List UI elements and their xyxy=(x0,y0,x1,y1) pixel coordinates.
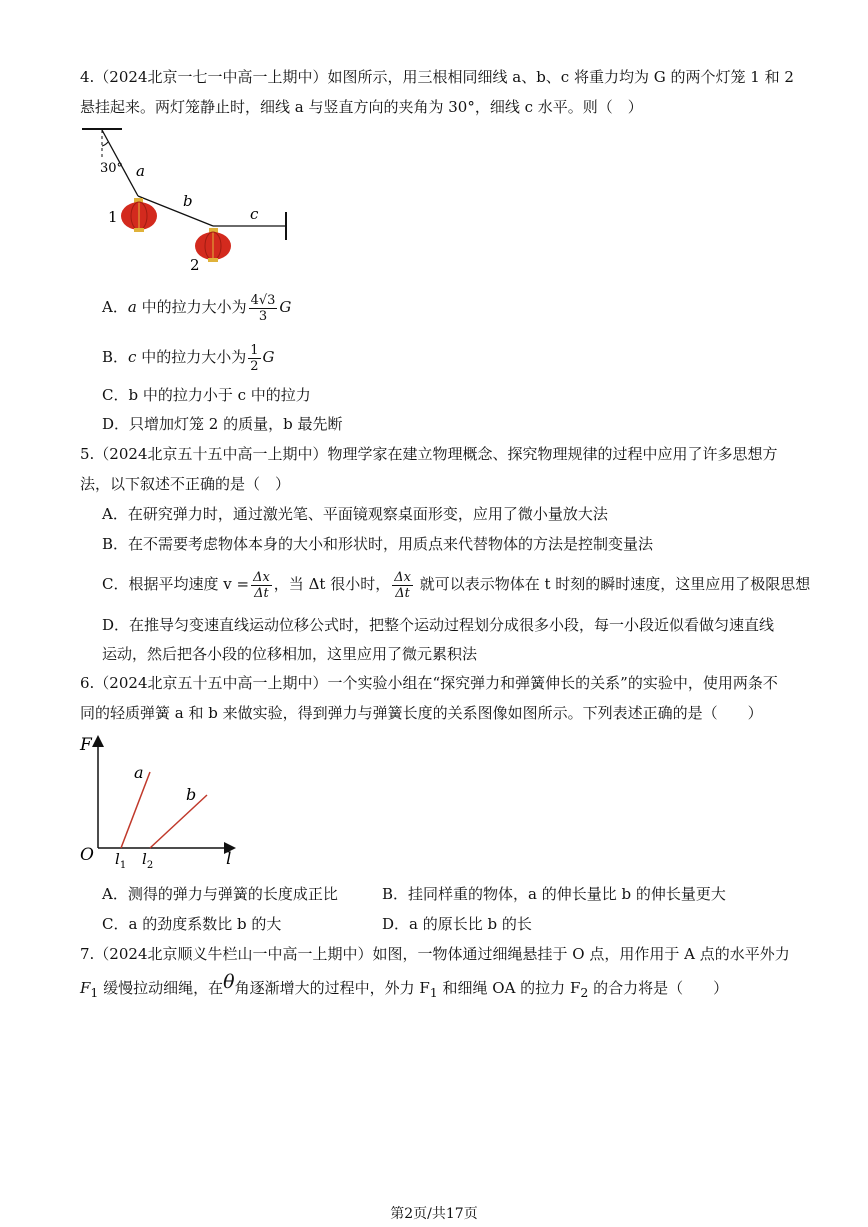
q7-stem-line1: 7.（2024北京顺义牛栏山一中高一上期中）如图，一物体通过细绳悬挂于 O 点，用作用于 A 点的水平外力 xyxy=(80,945,790,963)
line-a xyxy=(121,772,150,848)
q5-stem-line2: 法，以下叙述不正确的是（ ） xyxy=(80,475,291,493)
q4-stem-line2: 悬挂起来。两灯笼静止时，细线 a 与竖直方向的夹角为 30°，细线 c 水平。则（ ） xyxy=(80,98,643,116)
string-b-label: b xyxy=(183,192,193,210)
x-axis-label: l xyxy=(226,849,232,869)
origin-label: O xyxy=(80,845,94,865)
page-footer: 第2页/共17页 xyxy=(390,1206,478,1222)
line-b xyxy=(150,795,207,848)
q5-option-a: A．在研究弹力时，通过激光笔、平面镜观察桌面形变，应用了微小量放大法 xyxy=(102,505,608,523)
line-b-label: b xyxy=(186,785,197,804)
q5-option-c: C．根据平均速度 v = $\frac{\Delta x}{\Delta t}$ ，当 Δt 很小时， $\frac{\Delta x}{\Delta t}$ 就可以表示物体在 t 时刻的瞬时速度，这里应用了极限思想 xyxy=(102,569,811,601)
q4-option-c: C．b 中的拉力小于 c 中的拉力 xyxy=(102,386,311,404)
q4-stem-line1: 4.（2024北京一七一中高一上期中）如图所示，用三根相同细线 a、b、c 将重力均为 G 的两个灯笼 1 和 2 xyxy=(80,68,794,86)
q5-option-b: B．在不需要考虑物体本身的大小和形状时，用质点来代替物体的方法是控制变量法 xyxy=(102,535,654,553)
l1-tick-label: $l_1$ xyxy=(115,850,127,871)
q4-option-d: D．只增加灯笼 2 的质量，b 最先断 xyxy=(102,415,343,433)
q7-stem-line2: $F_1$ 缓慢拉动细绳，在θ角逐渐增大的过程中，外力 $F_1$ 和细绳 OA 的拉力 $F_2$ 的合力将是（ ） xyxy=(80,971,729,1000)
angle-arc xyxy=(102,142,108,146)
q6-spring-graph xyxy=(78,730,243,872)
q4-lantern-figure xyxy=(78,122,298,274)
fraction-4root3-over-3: $\frac{4√3}{3}$ xyxy=(250,292,276,324)
q4-option-a: A．a 中的拉力大小为 $\frac{4√3}{3}$ G xyxy=(102,292,292,324)
fraction-dx-over-dt-2: $\frac{\Delta x}{\Delta t}$ xyxy=(394,569,411,601)
line-a-label: a xyxy=(134,763,144,782)
theta-symbol: θ xyxy=(223,971,235,993)
q6-option-b: B．挂同样重的物体，a 的伸长量比 b 的伸长量更大 xyxy=(382,885,726,903)
q6-stem-line1: 6.（2024北京五十五中高一上期中）一个实验小组在“探究弹力和弹簧伸长的关系”的实验中，使用两条不 xyxy=(80,674,778,692)
fraction-1-over-2: $\frac{1}{2}$ xyxy=(250,342,259,374)
q4-option-b: B．c 中的拉力大小为 $\frac{1}{2}$ G xyxy=(102,342,275,374)
q5-stem-line1: 5.（2024北京五十五中高一上期中）物理学家在建立物理概念、探究物理规律的过程中应用了许多思想方 xyxy=(80,445,778,463)
string-a-label: a xyxy=(136,162,145,180)
q5-option-d-line1: D．在推导匀变速直线运动位移公式时，把整个运动过程划分成很多小段，每一小段近似看做匀速直线 xyxy=(102,616,775,634)
q6-stem-line2: 同的轻质弹簧 a 和 b 来做实验，得到弹力与弹簧长度的关系图像如图所示。下列表述正确的是（ ） xyxy=(80,704,763,722)
lantern-1-icon xyxy=(121,198,157,232)
lantern-2-label: 2 xyxy=(190,256,200,274)
lantern-1-label: 1 xyxy=(108,208,118,226)
string-c-label: c xyxy=(250,205,259,223)
q5-option-d-line2: 运动，然后把各小段的位移相加，这里应用了微元累积法 xyxy=(102,645,478,663)
q6-option-a: A．测得的弹力与弹簧的长度成正比 xyxy=(102,885,338,903)
fraction-dx-over-dt: $\frac{\Delta x}{\Delta t}$ xyxy=(253,569,270,601)
y-axis-label: F xyxy=(80,735,92,755)
q6-option-c: C．a 的劲度系数比 b 的大 xyxy=(102,915,282,933)
angle-label: 30° xyxy=(100,161,124,176)
lantern-2-icon xyxy=(195,228,231,262)
l2-tick-label: $l_2$ xyxy=(142,850,154,871)
q6-option-d: D．a 的原长比 b 的长 xyxy=(382,915,532,933)
